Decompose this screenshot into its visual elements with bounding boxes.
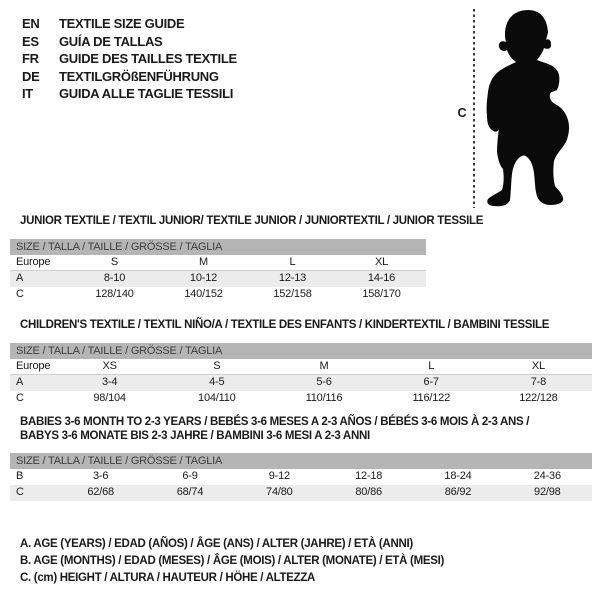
table-row (10, 469, 592, 485)
language-row-es (22, 33, 237, 51)
table-cell: 10-12 (189, 272, 218, 284)
table-cell: 116/122 (412, 392, 450, 404)
language-row-de (22, 68, 237, 86)
footnote-b: B. AGE (MONTHS) / EDAD (MESES) / ÂGE (MOIS) / ALTER (MONATE) / ETÀ (MESI) (20, 555, 445, 567)
language-row-en (22, 15, 237, 33)
table-row (10, 391, 592, 407)
table-cell: 5-6 (316, 376, 332, 388)
language-title: GUIDE DES TAILLES TEXTILE (59, 51, 237, 66)
table-row (10, 271, 426, 287)
row-label: C (16, 392, 24, 404)
table-cell: 12-18 (355, 470, 383, 482)
babies-table-title-line1: BABIES 3-6 MONTH TO 2-3 YEARS / BEBÉS 3-6 MESES A 2-3 AÑOS / BÉBÉS 3-6 MOIS À 2-3 ANS / (20, 416, 530, 428)
table-cell: 12-13 (278, 272, 307, 284)
table-cell: 86/92 (444, 486, 472, 498)
table-cell: 18-24 (444, 470, 472, 482)
table-cell: XL (374, 256, 389, 268)
children-size-table (10, 343, 592, 407)
language-code: DE (22, 68, 40, 84)
height-measure-label: C (457, 106, 467, 120)
language-title: GUÍA DE TALLAS (59, 33, 163, 49)
table-cell: 158/170 (362, 288, 401, 300)
table-cell: M (199, 256, 208, 268)
language-code: EN (22, 16, 40, 31)
junior-table-title: JUNIOR TEXTILE / TEXTIL JUNIOR/ TEXTILE JUNIOR / JUNIORTEXTIL / JUNIOR TESSILE (20, 215, 484, 227)
table-cell: L (428, 360, 435, 372)
table-cell: 92/98 (534, 486, 561, 498)
table-cell: 80/86 (355, 486, 382, 498)
table-cell: S (110, 256, 119, 268)
babies-table-title (20, 415, 529, 443)
row-label: C (16, 288, 24, 300)
table-cell: 62/68 (87, 486, 114, 498)
table-cell: 14-16 (367, 272, 396, 284)
footnotes (20, 536, 444, 587)
height-figure (450, 0, 600, 216)
table-row (10, 485, 592, 501)
row-label: Europe (16, 256, 51, 268)
table-cell: XL (531, 360, 545, 372)
table-cell: XS (102, 360, 117, 372)
language-row-fr (22, 50, 237, 68)
babies-size-table (10, 453, 592, 501)
table-cell: 128/140 (95, 288, 134, 300)
toddler-silhouette-icon (450, 0, 600, 216)
table-cell: 98/104 (93, 392, 126, 404)
table-cell: L (289, 256, 296, 268)
language-title: TEXTILGRÖßENFÜHRUNG (59, 68, 219, 84)
table-cell: 3-6 (93, 470, 109, 482)
table-cell: 74/80 (266, 486, 293, 498)
row-label: B (16, 470, 24, 482)
footnote-a: A. AGE (YEARS) / EDAD (AÑOS) / ÂGE (ANS) / ALTER (JAHRE) / ETÀ (ANNI) (20, 538, 413, 550)
row-label: Europe (16, 360, 51, 372)
footnote-c: C. (cm) HEIGHT / ALTURA / HAUTEUR / HÖHE / ALTEZZA (20, 572, 316, 584)
language-code: IT (22, 86, 33, 101)
table-cell: 8-10 (103, 272, 126, 284)
size-header-bar: SIZE / TALLA / TAILLE / GRÖSSE / TAGLIA (10, 453, 592, 469)
table-cell: 110/116 (305, 392, 343, 404)
language-code: ES (22, 33, 39, 49)
table-cell: S (213, 360, 221, 372)
size-header-bar: SIZE / TALLA / TAILLE / GRÖSSE / TAGLIA (10, 343, 592, 359)
table-row (10, 359, 592, 375)
table-row (10, 255, 426, 271)
table-cell: 6-7 (423, 376, 439, 388)
table-cell: 9-12 (268, 470, 290, 482)
row-label: A (16, 376, 24, 388)
table-cell: 6-9 (182, 470, 198, 482)
table-cell: 104/110 (198, 392, 236, 404)
language-title: GUIDA ALLE TAGLIE TESSILI (59, 86, 234, 101)
toddler-silhouette-shape (487, 10, 569, 206)
language-code: FR (22, 51, 39, 66)
table-cell: 68/74 (176, 486, 204, 498)
table-cell: 7-8 (530, 376, 547, 388)
table-cell: 24-36 (533, 470, 561, 482)
row-label: A (16, 272, 24, 284)
table-cell: M (319, 360, 329, 372)
row-label: C (16, 486, 24, 498)
table-row (10, 287, 426, 303)
junior-size-table (10, 239, 426, 303)
table-cell: 152/158 (273, 288, 312, 300)
table-cell: 4-5 (209, 376, 225, 388)
language-row-it (22, 85, 237, 103)
table-cell: 3-4 (101, 376, 118, 388)
table-cell: 140/152 (184, 288, 223, 300)
table-cell: 122/128 (519, 392, 558, 404)
babies-table-title-line2: BABYS 3-6 MONATE BIS 2-3 JAHRE / BAMBINI 3-6 MESI A 2-3 ANNI (20, 430, 370, 442)
children-table-title: CHILDREN'S TEXTILE / TEXTIL NIÑO/A / TEXTILE DES ENFANTS / KINDERTEXTIL / BAMBINI TESSILE (20, 319, 550, 331)
size-header-bar: SIZE / TALLA / TAILLE / GRÖSSE / TAGLIA (10, 239, 426, 255)
language-title-list (22, 15, 237, 103)
table-row (10, 375, 592, 391)
language-title: TEXTILE SIZE GUIDE (59, 16, 185, 31)
